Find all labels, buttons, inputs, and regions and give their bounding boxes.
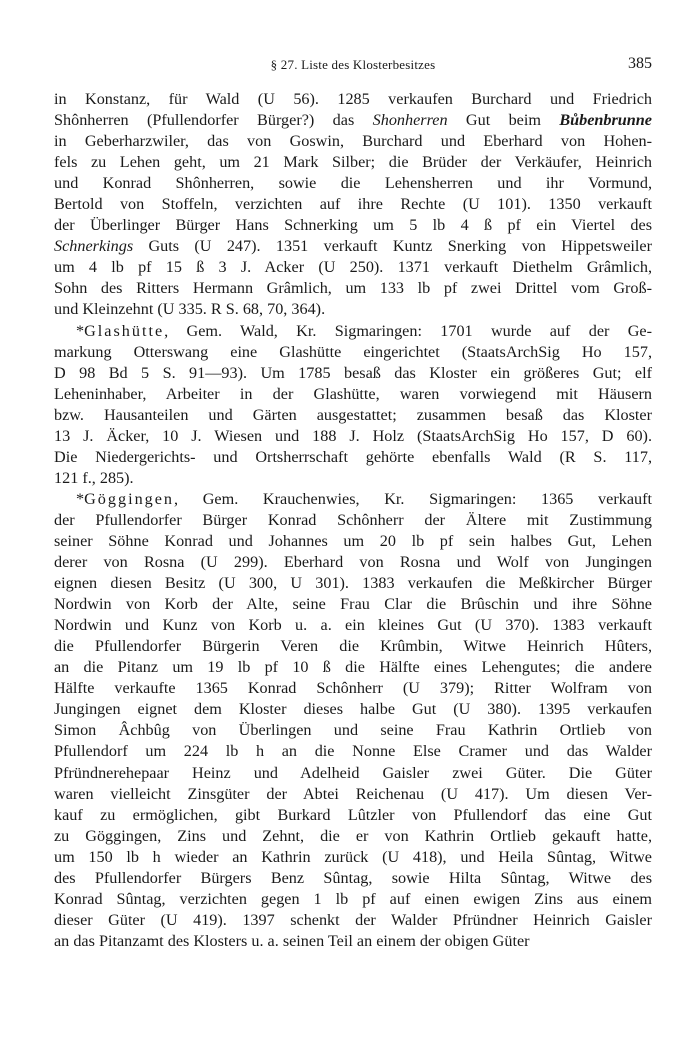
text-run: Jungingen eignet dem Kloster dieses halbe Gut (U 380). 1395 verkaufen [54, 700, 652, 719]
text-run: 121 f., 285). [54, 468, 134, 487]
text-run: Nordwin von Korb der Alte, seine Frau Clar die Brûschin und ihre Söhne [54, 595, 652, 614]
text-run: Pfründnerehepaar Heinz und Adelheid Gaisler zwei Güter. Die Güter [54, 763, 652, 782]
text-line [54, 152, 652, 173]
text-line [54, 847, 652, 868]
running-title: § 27. Liste des Klosterbesitzes [270, 57, 436, 72]
text-run: zu Göggingen, Zins und Zehnt, die er von Kathrin Ortlieb gekauft hatte, [54, 826, 652, 845]
text-line [54, 636, 652, 657]
text-line [54, 805, 652, 826]
text-run: in Geberharzwiler, das von Goswin, Burchard und Eberhard von Hohen- [54, 132, 652, 151]
text-run: 13 J. Äcker, 10 J. Wiesen und 188 J. Holz (StaatsArchSig Ho 157, D 60). [54, 426, 652, 445]
text-run: an die Pitanz um 19 lb pf 10 ß die Hälfte eines Lehengutes; die andere [54, 658, 652, 677]
text-line [54, 236, 652, 257]
text-run: Nordwin und Kunz von Korb u. a. ein kleines Gut (U 370). 1383 verkauft [54, 616, 652, 635]
text-run: Shonherren [372, 111, 448, 130]
text-line [54, 384, 652, 405]
text-run: Simon Âchbûg von Überlingen und seine Frau Kathrin Ortlieb von [54, 721, 652, 740]
text-line [54, 110, 652, 131]
text-line [54, 468, 652, 489]
body-text [54, 89, 652, 952]
text-line [54, 278, 652, 299]
text-line [54, 405, 652, 426]
text-line [54, 678, 652, 699]
text-run: und Konrad Shônherren, sowie die Lehensherren und ihr Vormund, [54, 174, 652, 193]
text-line [54, 741, 652, 762]
running-header [54, 55, 652, 75]
text-line [54, 720, 652, 741]
text-run: * [76, 489, 85, 508]
text-run: markung Otterswang eine Glashütte eingerichtet (StaatsArchSig Ho 157, [54, 342, 652, 361]
text-run: Pfullendorf um 224 lb h an die Nonne Else Cramer und das Walder [54, 742, 652, 761]
paragraph [54, 489, 652, 952]
entry-heading: Glashütte [84, 321, 165, 340]
text-line [54, 257, 652, 278]
text-run: um 4 lb pf 15 ß 3 J. Acker (U 250). 1371 verkauft Diethelm Grâmlich, [54, 258, 652, 277]
text-line [54, 931, 652, 952]
text-line [54, 699, 652, 720]
text-line [54, 826, 652, 847]
text-run: an das Pitanzamt des Klosters u. a. seinen Teil an einem der obigen Güter [54, 931, 530, 950]
text-run: Sohn des Ritters Hermann Grâmlich, um 133 lb pf zwei Drittel vom Groß- [54, 279, 652, 298]
text-run: Schnerkings [54, 237, 134, 256]
text-run: um 150 lb h wieder an Kathrin zurück (U 418), und Heila Sûntag, Witwe [54, 847, 652, 866]
text-line [54, 89, 652, 110]
text-line [54, 299, 652, 320]
text-run: , Gem. Krauchenwies, Kr. Sigmaringen: 1365 verkauft [174, 489, 652, 508]
text-run: kauf zu ermöglichen, gibt Burkard Lûtzler von Pfullendorf das eine Gut [54, 805, 652, 824]
text-run: D 98 Bd 5 S. 91—93). Um 1785 besaß das Kloster ein größeres Gut; elf [54, 363, 652, 382]
text-run: seiner Söhne Konrad und Johannes um 20 lb pf sein halbes Gut, Lehen [54, 531, 652, 550]
text-run: Shônherren (Pfullendorfer Bürger?) das [54, 111, 373, 130]
text-run: Hälfte verkaufte 1365 Konrad Schônherr (U 379); Ritter Wolfram von [54, 679, 652, 698]
text-line [54, 552, 652, 573]
text-line [54, 489, 652, 510]
text-run: und Kleinzehnt (U 335. R S. 68, 70, 364). [54, 300, 326, 319]
text-line [54, 763, 652, 784]
text-run: der Pfullendorfer Bürger Konrad Schônherr der Ältere mit Zustimmung [54, 510, 652, 529]
text-run: die Pfullendorfer Bürgerin Veren die Krûmbin, Witwe Heinrich Hûters, [54, 637, 652, 656]
text-run: Gut beim [447, 111, 560, 130]
text-run: Konrad Sûntag, verzichten gegen 1 lb pf auf einen ewigen Zins aus einem [54, 889, 652, 908]
entry-heading: Göggingen [84, 489, 175, 508]
text-line [54, 910, 652, 931]
text-line [54, 657, 652, 678]
text-run: Leheninhaber, Arbeiter in der Glashütte, waren vorwiegend mit Häusern [54, 384, 652, 403]
text-run: eignen diesen Besitz (U 300, U 301). 1383 verkaufen die Meßkircher Bürger [54, 574, 652, 593]
text-run: dieser Güter (U 419). 1397 schenkt der Walder Pfründner Heinrich Gaisler [54, 910, 652, 929]
paragraph [54, 321, 652, 489]
text-line [54, 321, 652, 342]
text-run: fels zu Lehen geht, um 21 Mark Silber; die Brüder der Verkäufer, Heinrich [54, 153, 652, 172]
text-run: der Überlinger Bürger Hans Schnerking um 5 lb 4 ß pf ein Viertel des [54, 216, 652, 235]
text-line [54, 363, 652, 384]
text-run: Bůbenbrunne [559, 111, 652, 130]
text-line [54, 194, 652, 215]
text-run: bzw. Hausanteilen und Gärten ausgestattet; zusammen besaß das Kloster [54, 405, 652, 424]
text-line [54, 889, 652, 910]
text-line [54, 447, 652, 468]
text-line [54, 510, 652, 531]
text-line [54, 173, 652, 194]
text-run: waren vielleicht Zinsgüter der Abtei Reichenau (U 417). Um diesen Ver- [54, 784, 652, 803]
text-line [54, 215, 652, 236]
paragraph [54, 89, 652, 321]
text-run: * [76, 321, 85, 340]
text-line [54, 342, 652, 363]
text-run: des Pfullendorfer Bürgers Benz Sûntag, sowie Hilta Sûntag, Witwe des [54, 868, 652, 887]
text-line [54, 868, 652, 889]
text-line [54, 531, 652, 552]
text-line [54, 594, 652, 615]
text-line [54, 784, 652, 805]
text-run: derer von Rosna (U 299). Eberhard von Rosna und Wolf von Jungingen [54, 553, 652, 572]
text-run: Die Niedergerichts- und Ortsherrschaft gehörte ebenfalls Wald (R S. 117, [54, 447, 652, 466]
text-line [54, 615, 652, 636]
text-run: , Gem. Wald, Kr. Sigmaringen: 1701 wurde auf der Ge- [164, 321, 652, 340]
text-line [54, 573, 652, 594]
text-run: Bertold von Stoffeln, verzichten auf ihre Rechte (U 101). 1350 verkauft [54, 195, 652, 214]
text-run: Guts (U 247). 1351 verkauft Kuntz Snerking von Hippetsweiler [133, 237, 652, 256]
text-run: in Konstanz, für Wald (U 56). 1285 verkaufen Burchard und Friedrich [54, 90, 652, 108]
text-line [54, 426, 652, 447]
text-line [54, 131, 652, 152]
page-number: 385 [628, 55, 652, 72]
